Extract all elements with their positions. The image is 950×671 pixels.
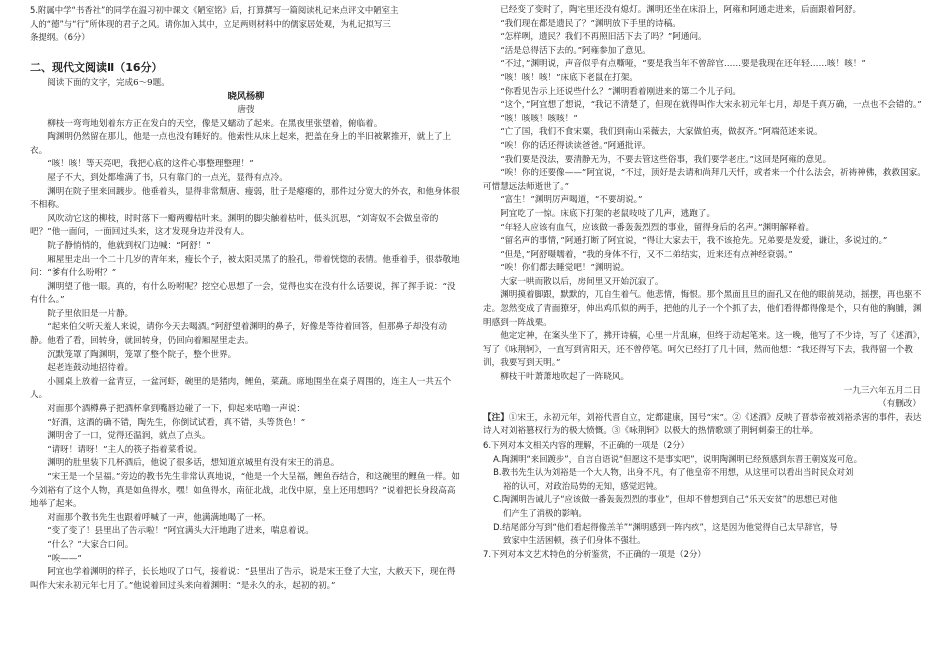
abridged-mark: （有删改） bbox=[878, 399, 921, 410]
paragraph: “唉！你的话还得读读爸爸。”阿通批评。 bbox=[500, 140, 651, 151]
paragraph: 对面那个教书先生也跟着呼喊了一声，他满满地喝了一杯。 bbox=[47, 512, 271, 523]
paragraph: 渊明在院子里来回踱步。他垂着头，显得非常颓唐、瘦弱，肚子是瘪瘪的，那件过分宽大的外衣，和他身体很不相称。 bbox=[30, 186, 460, 211]
q5-line: 条提纲。（6分） bbox=[30, 32, 90, 43]
option-b-cont: 裕的认可，对政治局势的无知，感觉迟钝。 bbox=[503, 480, 663, 491]
paragraph: 已经变了变时了，陶宅里还没有熄灯。渊明还坐在床沿上，阿雍和阿通走进来，后面跟着阿舒。 bbox=[500, 5, 862, 15]
question-7-stem: 7.下列对本文艺术特色的分析鉴赏，不正确的一项是（2分） bbox=[483, 548, 706, 559]
paragraph: “我们要是没法，要清静无为，不要去管这些俗事，我们要学老庄。”这回是阿雍的意见。 bbox=[500, 154, 832, 165]
paragraph: 风吹动它这的柳枝，时时落下一瓣两瓣枯叶来。渊明的脚尖触着枯叶，低头沉思，“刘寄奴不会做皇帝的吧？”他一面问，一面回过头来，这才发现身边并没有人。 bbox=[30, 213, 439, 238]
paragraph: “什么？”大家合口问。 bbox=[47, 539, 134, 550]
paragraph: “怎样咧，遗民？我们不再照旧活下去了吗？”阿通问。 bbox=[500, 32, 707, 43]
paragraph: 院子静悄悄的，他就到权门边喊：“阿舒！” bbox=[47, 240, 211, 251]
paragraph: “这个，”阿宜想了想说，“我记不清楚了，但现在就得叫作大宋永初元年七月，却是千真万确，一点也不会错的。” bbox=[500, 100, 922, 111]
q5-line: 人的“德”与“行”所体现的君子之风。请你加入其中，立足两则材料中的儒家居处观，为札记拟写三 bbox=[30, 18, 391, 29]
section-title: 二、现代文阅读Ⅱ（16分） bbox=[30, 60, 163, 74]
paragraph: “我们现在都是遗民了？”渊明放下手里的诗稿。 bbox=[500, 18, 681, 29]
story-title: 晓风杨柳 bbox=[227, 91, 265, 103]
paragraph: 渊明望了他一眼。真的，有什么吩咐呢？挖空心思想了一会，觉得也实在没有什么话要说，挥了挥手说：“没有什么。” bbox=[30, 281, 456, 306]
paragraph: 柳枝干叶萧萧地吹起了一阵晓风。 bbox=[500, 372, 630, 383]
paragraph: “变了变了！县里出了告示啦！”阿宜满头大汗地跑了进来，喘息着说。 bbox=[47, 526, 314, 537]
instruction: 阅读下面的文字，完成6～9题。 bbox=[47, 77, 170, 88]
option-c: C.陶渊明告诫儿子“应该做一番轰轰烈烈的事业”，但却不曾想到自己“乐天安贫”的思想已对他 bbox=[493, 494, 838, 505]
paragraph: 渊明摸着脚跟，默默的，兀自生着气。他悲情，悔恨。那个黑面且旦的面孔又在他的眼前晃动，摇摆，再也驱不走。忽然变成了青面獠牙，伸出鸡爪似的两手，把他的儿子一个个抓了去，他们看得都得像是个，只有他的胸脯，渊明感到一阵战栗。 bbox=[483, 290, 922, 328]
paragraph: 阿宜吃了一惊。床底下打架的老鼠吱吱了几声，逃跑了。 bbox=[500, 208, 716, 219]
story-date: 一九三六年五月二日 bbox=[843, 385, 921, 396]
footnote bbox=[483, 412, 927, 439]
paragraph: 院子里依旧是一片静。 bbox=[47, 308, 134, 319]
story-body-left bbox=[30, 118, 462, 594]
paragraph: 柳枝一弯弯地划着东方正在发白的天空，像是又蠕动了起来。在黑夜里张望着，俯临着。 bbox=[47, 118, 383, 129]
question-6-stem: 6.下列对本文相关内容的理解，不正确的一项是（2分） bbox=[483, 440, 689, 450]
paragraph: “不过，”渊明说，声音似乎有点嘶哑，“要是我当年不曾辞官……要是我现在还年轻……咳！咳！” bbox=[500, 59, 866, 70]
paragraph: 厢屋里走出一个二十几岁的青年来，瘦长个子，被太阳灵黑了的脸孔，带着恍惚的表情。他垂着手，很恭敬地问：“爹有什么吩咐？” bbox=[30, 254, 460, 279]
q5-line: 5.附属中学“书香社”的同学在温习初中课文《陋室铭》后，打算撰写一篇阅读札记来点评文中陋室主 bbox=[30, 5, 399, 15]
paragraph: “年轻人应该有血气，应该做一番轰轰烈烈的事业，留得身后的名声。”渊明解释着。 bbox=[500, 222, 815, 233]
paragraph: 屋子不大，到处都堆满了书，只有靠门的一点光，显得有点冷。 bbox=[47, 172, 288, 183]
story-body-right bbox=[483, 4, 927, 385]
paragraph: “咳！咳！咳！”床底下老鼠在打架。 bbox=[500, 72, 638, 83]
footnote-label: 【注】 bbox=[483, 412, 509, 423]
paragraph: “富生！”渊明厉声喝道，“不要胡说。” bbox=[500, 195, 643, 206]
left-column bbox=[30, 4, 462, 593]
paragraph: 起老连鼓动地招待着。 bbox=[47, 363, 134, 374]
paragraph: 渊明的肚里装下几杯酒后，他说了很多话，想知道京城里有没有宋王的消息。 bbox=[47, 458, 340, 469]
paragraph: “活是总得活下去的。”阿雍参加了意见。 bbox=[500, 45, 651, 56]
paragraph: “咳！咳！等天亮吧，我把心底的这件心事整理整理！” bbox=[47, 159, 254, 170]
option-a: A.陶渊明“来回踱步”，自言自语说“但愿这不是事实吧”，说明陶渊明已经预感到东晋王朝岌岌可危。 bbox=[493, 453, 863, 464]
paragraph: “你看见告示上还说些什么？”渊明看着刚进来的第二个儿子问。 bbox=[500, 86, 742, 97]
paragraph: “亡了国，我们不食宋粟，我们到南山采薇去，大家做伯夷，做叔齐。”阿端范述来说。 bbox=[500, 127, 823, 138]
paragraph: “好酒，这酒的确不错，陶先生，你倒试试看，真不错，头等货色！” bbox=[47, 417, 306, 428]
option-d-cont: 致家中生活困顿，孩子们身体不强壮。 bbox=[503, 535, 646, 546]
footnote-text: ①宋王，永初元年，刘裕代晋自立，定都建康，国号“宋”。②《述酒》反映了晋恭帝被刘裕杀害的事件，表达诗人对刘裕篡权行为的极大愤慨。③《咏荆轲》以极大的热情歌颂了荆轲刺秦王的壮举。 bbox=[483, 412, 922, 437]
right-column bbox=[483, 4, 927, 561]
question-6-options bbox=[483, 453, 927, 548]
paragraph: “宋王是一个呈福。”旁边的教书先生非常认真地说，“他是一个大呈福，鲤鱼吞结合，和这碗里的鲤鱼一样。如今刘裕有了这个人物，真是如鱼得水，嘿！如鱼得水，南征北战，北伐中原，皇上还用想吗？”说着把长身段高高地举了起来。 bbox=[30, 472, 460, 510]
paragraph: 沉默笼罩了陶渊明，笼罩了整个院子，整个世界。 bbox=[47, 349, 237, 360]
paragraph: “留名声的事情，”阿通打断了阿宜说，“得让大家去干，我不该抢先。兄弟要是发爱，谦让，多说过的。” bbox=[500, 236, 888, 247]
question-5 bbox=[30, 4, 462, 45]
paragraph: 陶渊明仍然留在那儿，他是一点也没有睡好的。他索性从床上起来，把盖在身上的半旧被絮推开，就上了上衣。 bbox=[30, 132, 452, 156]
paragraph: “唉！你的还要像——”阿宜说，“不过，顶好是去请和尚拜几天忏，或者来一个什么法会，祈祷神佛，救救国家。可惜慧远法师逝世了。” bbox=[483, 168, 926, 192]
paragraph: 大家一哄而散以后，房间里又开始沉寂了。 bbox=[500, 276, 664, 287]
paragraph: 阿宜也学着渊明的样子，长长地叹了口气，接着说：“县里出了告示，说是宋王登了大宝，大赦天下，现在得叫作大宋永初元年七月了。”他说着回过头来向着渊明：“是永久的永，起初的初。” bbox=[30, 567, 456, 591]
paragraph: 小圆桌上放着一盆青豆，一盆河虾，碗里的是猪肉，鲤鱼，菜蔬。席地围坐在桌子周围的，连主人一共五个人。 bbox=[30, 376, 452, 401]
paragraph: “唉！你们都去睡觉吧！”渊明说。 bbox=[500, 263, 630, 274]
paragraph: “请呀！请呀！”主人的筷子指着菜肴说。 bbox=[47, 444, 203, 455]
paragraph: “咳！咳咳！咳咳！” bbox=[500, 113, 578, 124]
option-d: D.结尾部分写到“他们看起得像羔羊”“渊明感到一阵内疚”，这是因为他觉得自己太早辞官，导 bbox=[493, 521, 838, 532]
paragraph: 渊明舍了一口，觉得还温润，就点了点头。 bbox=[47, 431, 211, 442]
paragraph: “起来伯父听天羞人来说，请你今天去喝酒。”阿舒望着渊明的鼻子，好像是等待着回答，但那鼻子却没有动静。他看了看，回转身，就回转身，仍回向着厢屋里走去。 bbox=[30, 322, 447, 347]
option-c-cont: 们产生了消极的影响。 bbox=[503, 507, 587, 518]
paragraph: 他定定神，在案头坐下了，拂开诗稿，心里一片乱麻，但终于动起笔来。这一晚，他写了不少诗，写了《述酒》，写了《咏荆轲》，一直写到宵阳天，还不曾停笔。呵欠已经打了几十回，然而他想：“我还得写下去，我得留一个教训，我要写到天明。” bbox=[483, 331, 926, 369]
paragraph: 对面那个酒樽鼻子把酒杯拿到嘴唇边碰了一下，仰起来咕噜一声说： bbox=[47, 404, 306, 415]
story-author: 唐弢 bbox=[237, 104, 255, 115]
option-b: B.教书先生认为刘裕是一个大人物，出身不凡，有了他皇帝不用想，从这里可以看出当时民众对刘 bbox=[493, 467, 854, 478]
paragraph: “唉——” bbox=[47, 553, 82, 564]
paragraph: “但是，”阿舒嗫嚅着，“我的身体不行，又不二弟结实，近来还有点神经衰弱。” bbox=[500, 249, 793, 260]
